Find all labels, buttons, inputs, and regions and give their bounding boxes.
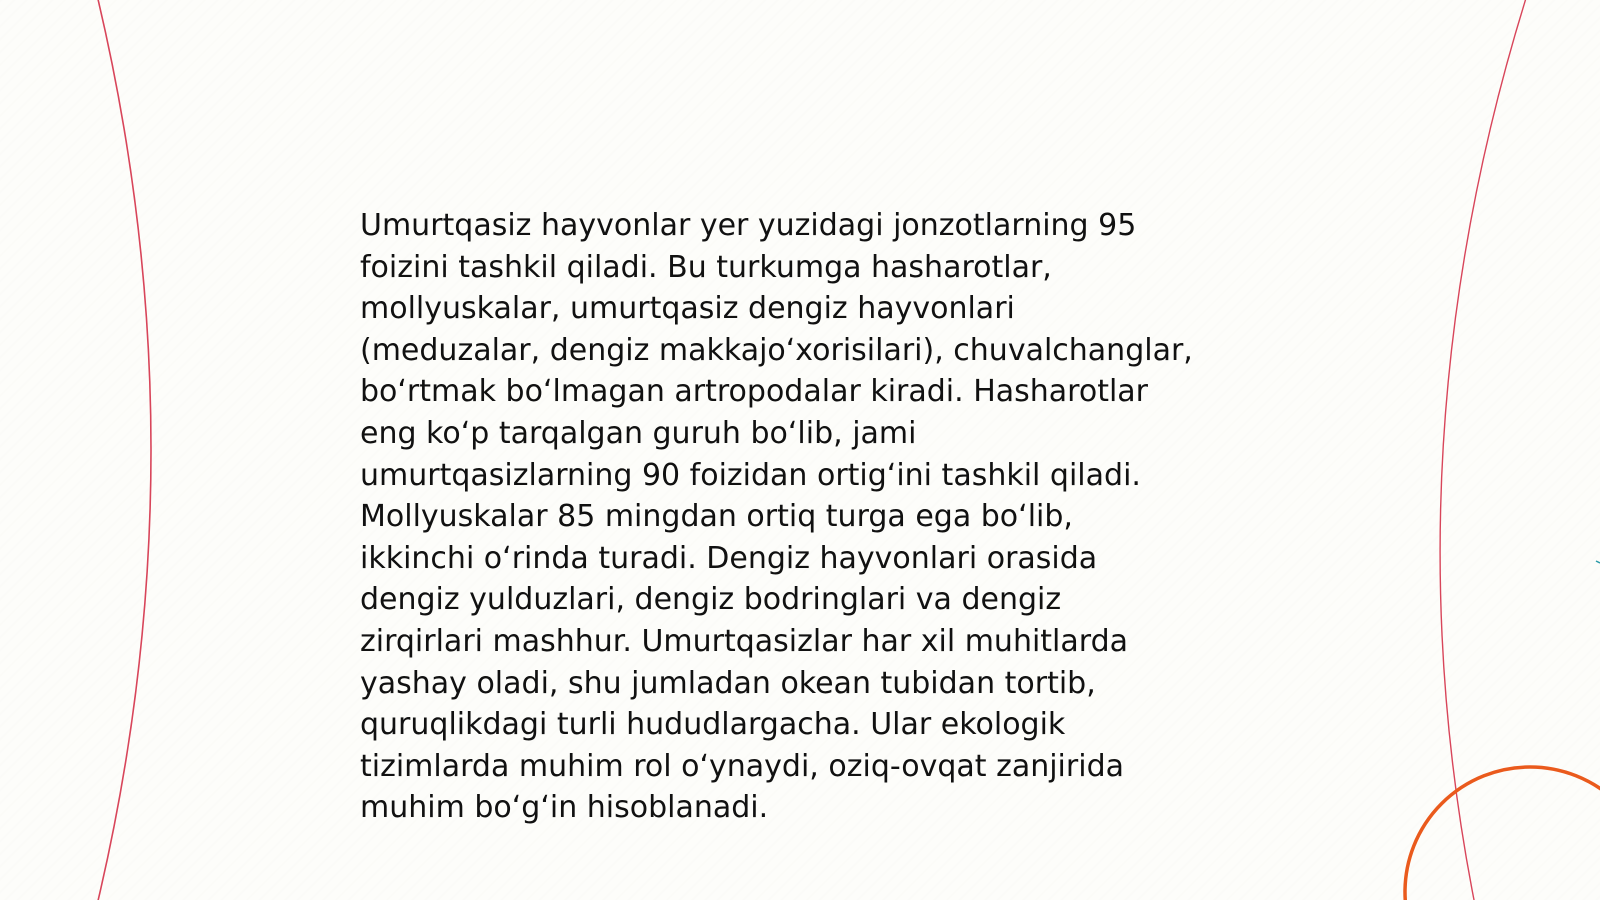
paragraph-line: umurtqasizlarning 90 foizidan ortigʻini tashkil qiladi. — [360, 457, 1141, 493]
right-curve-line — [1440, 0, 1527, 900]
paragraph-line: eng koʻp tarqalgan guruh boʻlib, jami — [360, 415, 917, 451]
paragraph-line: Umurtqasiz hayvonlar yer yuzidagi jonzotlarning 95 — [360, 208, 1137, 243]
paragraph-line: mollyuskalar, umurtqasiz dengiz hayvonlari — [360, 291, 1015, 327]
paragraph-line: foizini tashkil qiladi. Bu turkumga hasharotlar, — [360, 249, 1052, 285]
left-curve-line — [97, 0, 151, 900]
accent-circle — [1405, 767, 1600, 900]
paragraph-line: muhim boʻgʻin hisoblanadi. — [360, 790, 769, 826]
paragraph-line: boʻrtmak boʻlmagan artropodalar kiradi. Hasharotlar — [360, 374, 1149, 410]
paragraph-line: ikkinchi oʻrinda turadi. Dengiz hayvonlari orasida — [360, 540, 1098, 576]
paragraph-line: (meduzalar, dengiz makkajoʻxorisilari), chuvalchanglar, — [360, 332, 1193, 368]
paragraph-line: Mollyuskalar 85 mingdan ortiq turga ega boʻlib, — [360, 499, 1073, 535]
paragraph-line: tizimlarda muhim rol oʻynaydi, oziq-ovqat zanjirida — [360, 748, 1124, 784]
body-paragraph — [360, 205, 1240, 829]
teal-accent-tick — [1596, 561, 1600, 563]
paragraph-line: zirqirlari mashhur. Umurtqasizlar har xil muhitlarda — [360, 623, 1129, 659]
paragraph-line: quruqlikdagi turli hududlargacha. Ular ekologik — [360, 707, 1066, 743]
paragraph-line: yashay oladi, shu jumladan okean tubidan tortib, — [360, 665, 1096, 701]
paragraph-line: dengiz yulduzlari, dengiz bodringlari va dengiz — [360, 582, 1062, 618]
